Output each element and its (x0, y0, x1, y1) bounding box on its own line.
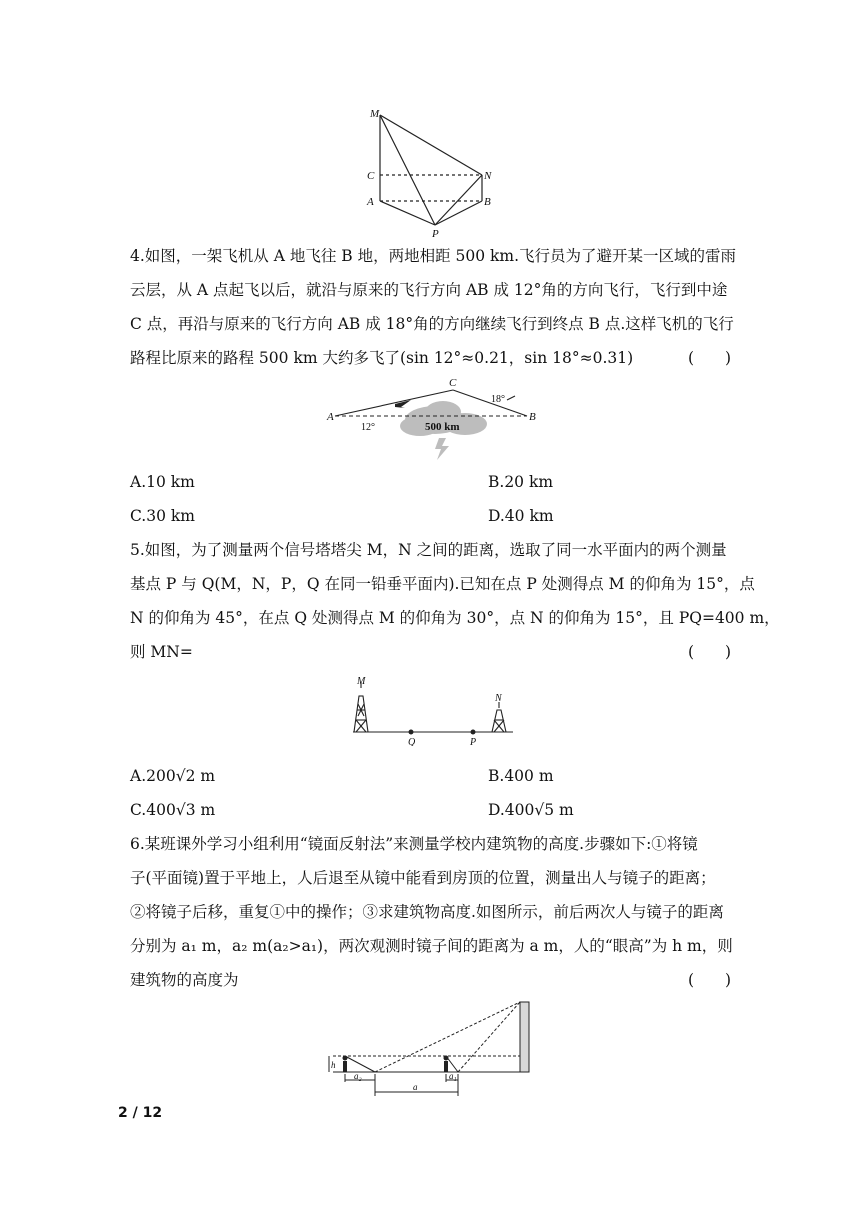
q5-line-4: 则 MN= (130, 643, 193, 661)
person-1-icon (343, 1056, 348, 1073)
label-h: h (331, 1060, 336, 1070)
label-n: N (484, 170, 492, 182)
label-a1: a₁ (449, 1071, 457, 1081)
q4-answer-paren: ( ) (688, 349, 732, 367)
q5-line-1: 5.如图，为了测量两个信号塔塔尖 M，N 之间的距离，选取了同一水平面内的两个测量 (130, 541, 727, 559)
q4-option-d: D.40 km (488, 507, 554, 525)
q6-answer-paren: ( ) (688, 971, 732, 989)
q6-line-2: 子(平面镜)置于平地上，人后退至从镜中能看到房顶的位置，测量出人与镜子的距离； (130, 869, 716, 887)
label-b: B (484, 196, 491, 208)
q4-line-3: C 点，再沿与原来的飞行方向 AB 成 18°角的方向继续飞行到终点 B 点.这样飞机的飞行 (130, 315, 734, 333)
q5-answer-paren: ( ) (688, 643, 732, 661)
q5-option-d: D.400√5 m (488, 801, 574, 819)
q4-option-c: C.30 km (130, 507, 195, 525)
q4-line-1: 4.如图，一架飞机从 A 地飞往 B 地，两地相距 500 km.飞行员为了避开某一区域的雷雨 (130, 247, 737, 265)
q4-option-b: B.20 km (488, 473, 554, 491)
q5-line-3: N 的仰角为 45°，在点 Q 处测得点 M 的仰角为 30°，点 N 的仰角为 15°，且 PQ=400 m， (130, 609, 780, 627)
q6-line-5: 建筑物的高度为 (130, 971, 239, 989)
label-q: Q (408, 737, 416, 746)
q4-line-2: 云层，从 A 点起飞以后，就沿与原来的飞行方向 AB 成 12°角的方向飞行，飞行到中途 (130, 281, 728, 299)
label-c: C (449, 377, 457, 389)
q6-line-1: 6.某班课外学习小组利用“镜面反射法”来测量学校内建筑物的高度.步骤如下:①将镜 (130, 835, 698, 853)
tower-m-icon (354, 682, 368, 732)
figure-mnp-diagram (360, 105, 500, 240)
q5-line-2: 基点 P 与 Q(M，N，P，Q 在同一铅垂平面内).已知在点 P 处测得点 M 的仰角为 15°，点 (130, 575, 755, 593)
figure-mirror-reflection (325, 998, 535, 1102)
q6-line-4: 分别为 a₁ m，a₂ m(a₂>a₁)，两次观测时镜子间的距离为 a m，人的“眼高”为 h m，则 (130, 937, 733, 955)
label-m: M (370, 108, 380, 120)
q6-line-3: ②将镜子后移，重复①中的操作；③求建筑物高度.如图所示，前后两次人与镜子的距离 (130, 903, 724, 921)
label-a: A (327, 411, 334, 423)
tower-n-icon (492, 702, 506, 732)
label-c: C (367, 170, 375, 182)
person-2-icon (444, 1056, 449, 1073)
figure-signal-towers (345, 674, 520, 746)
q4-option-a: A.10 km (130, 473, 195, 491)
label-p: P (470, 737, 477, 746)
q4-line-4: 路程比原来的路程 500 km 大约多飞了(sin 12°≈0.21，sin 18°≈0.31) (130, 349, 634, 367)
q5-option-a: A.200√2 m (130, 767, 216, 785)
label-a2: a₂ (354, 1071, 362, 1081)
q5-option-c: C.400√3 m (130, 801, 216, 819)
distance-label: 500 km (425, 421, 460, 433)
label-m: M (357, 676, 366, 687)
label-b: B (529, 411, 536, 423)
label-a: A (367, 196, 374, 208)
page-number: 2 / 12 (118, 1105, 163, 1121)
angle-12: 12° (361, 422, 375, 433)
figure-flight-path (325, 374, 540, 462)
label-p: P (432, 228, 439, 240)
angle-18: 18° (491, 394, 505, 405)
label-a: a (413, 1082, 418, 1092)
label-n: N (495, 693, 502, 704)
q5-option-b: B.400 m (488, 767, 554, 785)
